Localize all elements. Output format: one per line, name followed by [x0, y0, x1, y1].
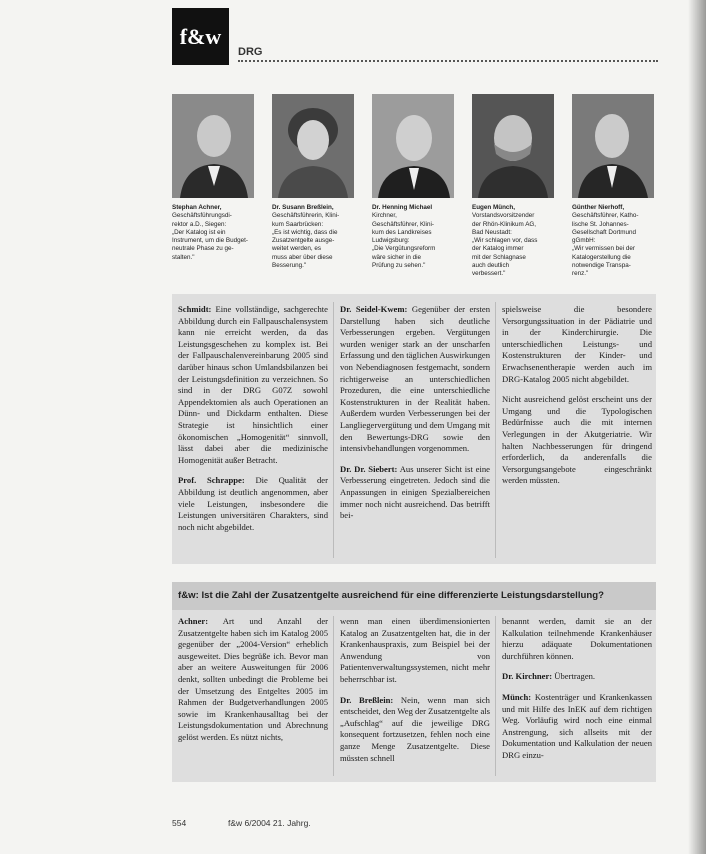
paragraph-text: benannt werden, damit sie an der Kalkulation teilnehmende Krankenhäuser hierzu adäquate Dokumentationen durchführen können. — [502, 616, 652, 661]
caption-line: „Wir schlagen vor, dass — [472, 237, 538, 245]
caption-line: „Die Vergütungsreform — [372, 245, 436, 253]
interview-question: f&w: Ist die Zahl der Zusatzentgelte ausreichend für eine differenzierte Leistungsdarstellung? — [178, 590, 604, 601]
caption-line: muss aber über diese — [272, 253, 333, 261]
caption-line: Geschäftsführerin, Klini- — [272, 212, 340, 220]
portrait-photo — [472, 94, 554, 198]
text-column — [502, 304, 652, 496]
paragraph — [502, 671, 652, 683]
person-name: Dr. Susann Breßlein, — [272, 204, 334, 211]
text-column — [502, 616, 652, 771]
caption-line: gGmbH: — [572, 237, 596, 245]
caption-line: renz." — [572, 270, 589, 278]
paragraph — [178, 616, 328, 744]
column-rule — [495, 302, 496, 558]
caption-line: mit der Schlagnase — [472, 253, 526, 261]
caption-line: Geschäftsführungsdi- — [172, 212, 232, 220]
person-name: Günther Nierhoff, — [572, 204, 625, 211]
speaker-name: Münch: — [502, 691, 532, 702]
text-column — [178, 616, 328, 753]
paragraph-text: Aus unserer Sicht ist eine Verbesserung eingetreten. Jedoch sind die Anpassungen in einigen Spezialbereichen immer noch nicht ausreichend. Das betrifft bei- — [340, 463, 490, 521]
portrait-photo — [172, 94, 254, 198]
person-caption — [272, 204, 356, 270]
text-column — [178, 304, 328, 542]
person-name: Dr. Henning Michael — [372, 204, 433, 211]
header-rule — [238, 60, 658, 62]
issue-info: f&w 6/2004 21. Jahrg. — [228, 818, 311, 828]
paragraph — [178, 475, 328, 533]
caption-line: Gesellschaft Dortmund — [572, 228, 637, 236]
person-name: Stephan Achner, — [172, 204, 222, 211]
caption-line: „Wir vermissen bei der — [572, 245, 635, 253]
caption-line: „Der Katalog ist ein — [172, 228, 226, 236]
caption-line: notwendige Transpa- — [572, 262, 631, 270]
column-rule — [333, 302, 334, 558]
caption-line: Kirchner, — [372, 212, 397, 220]
fw-logo: f&w — [172, 8, 229, 65]
caption-line: weitet werden, es — [272, 245, 322, 253]
person-caption — [372, 204, 456, 270]
portrait-photo — [572, 94, 654, 198]
paragraph-text: Art und Anzahl der Zusatzentgelte haben sich im Katalog 2005 gegenüber der „2004-Version“ erheblich ausgeweitet. Dies begrüße ich. Bevor man aber an weitere Ausweitungen für 2006 denkt, sollten unbedingt die Probleme bei der Umsetzung des Entgeltes 2005 im Rahmen der Budgetverhandlungen 2005 sowie im Krankenhausalltag bei der Leistungsdokumentation und Abrechnung gelöst werden. Es nützt nichts, — [178, 616, 328, 742]
person-caption — [172, 204, 256, 262]
page-spine-shadow — [688, 0, 706, 854]
paragraph — [340, 304, 490, 455]
caption-line: auch deutlich — [472, 262, 510, 270]
caption-line: Instrument, um die Budget- — [172, 237, 248, 245]
paragraph-text: Kostenträger und Krankenkassen und mit Hilfe des InEK auf dem richtigen Weg. Vorläufig wird noch eine einmal Anstrengung, sich allseits mit der Dokumentation und Kalkulation der neuen DRG einzu- — [502, 691, 652, 760]
caption-line: Geschäftsführer, Klini- — [372, 220, 434, 228]
caption-line: rektor a.D., Siegen: — [172, 220, 227, 228]
caption-line: Ludwigsburg: — [372, 237, 410, 245]
caption-line: verbessert." — [472, 270, 506, 278]
speaker-name: Dr. Seidel-Kwem: — [340, 304, 408, 314]
caption-line: Geschäftsführer, Katho- — [572, 212, 639, 220]
paragraph-text: Die Qualität der Abbildung ist deutlich angenommen, aber viele Leistungen, insbesondere die Leistungen universitären Charakters, sind noch nicht abgebildet. — [178, 475, 328, 532]
caption-line: Bad Neustadt: — [472, 228, 512, 236]
page-number: 554 — [172, 818, 187, 828]
paragraph — [502, 616, 652, 662]
speaker-name: Dr. Dr. Siebert: — [340, 463, 398, 474]
speaker-name: Dr. Breßlein: — [340, 694, 394, 705]
caption-line: Vorstandsvorsitzender — [472, 212, 535, 220]
caption-line: neutrale Phase zu ge- — [172, 245, 234, 253]
paragraph — [502, 304, 652, 385]
caption-line: stalten." — [172, 253, 195, 261]
speaker-name: Achner: — [178, 616, 209, 626]
portrait-photo — [272, 94, 354, 198]
speaker-name: Schmidt: — [178, 304, 212, 314]
paragraph-text: spielsweise die besondere Versorgungssituation in der Pädiatrie und in der Kinderchirurgie. Die unterschiedlichen Leistungs- und Kostenstrukturen der Kinder- und Erwachsenentherapie werden auch im DRG-Katalog 2005 nicht abgebildet. — [502, 304, 652, 384]
portrait-photo — [372, 94, 454, 198]
caption-line: kum Saarbrücken: — [272, 220, 324, 228]
paragraph-text: Gegenüber der ersten Darstellung haben sich deutliche Verbesserungen ergeben. Vergütungen wurden weniger stark an der unscharfen Erfassung und den täglichen Auswirkungen von Nebendiagnosen festgemacht, sondern richtigerweise an unterschiedlichen Prozeduren, die eine unterschiedliche Kostenstrukturen in der Realität haben. Außerdem wurden Verbesserungen bei der Langliegervergütung und dem Umgang mit den Bewertungs-DRG sowie den intensivbehandlungen vorgenommen. — [340, 304, 490, 454]
caption-line: Prüfung zu sehen." — [372, 262, 426, 270]
paragraph — [502, 692, 652, 762]
paragraph-text: Nein, wenn man sich entscheidet, den Weg der Zusatzentgelte als „Aufschlag“ auf die jeweilige DRG konsequent fortzusetzen, fehlen noch eine ganze Menge Zusatzentgelte. Diese müssten schnell — [340, 694, 490, 763]
paragraph-text: Übertragen. — [554, 671, 596, 682]
caption-line: der Katalog immer — [472, 245, 524, 253]
column-rule — [495, 616, 496, 776]
paragraph-text: Nicht ausreichend gelöst erscheint uns der Umgang und die Typologischen Bedürfnisse auch die mit internen Verlegungen in der Akutgeriatrie. Wir halten Nachbesserungen für dringend erforderlich, da anderenfalls die Versorgungsangebote eingeschränkt werden müssten. — [502, 394, 652, 486]
paragraph-text: Eine vollständige, sachgerechte Abbildung durch ein Fallpauschalensystem kann nie erreicht werden, da das Leistungsgeschehen zu komplex ist. Bei der Fallpauschalenvereinbarung 2005 sind darüber hinaus schon Umlandsbilanzen bei der Leistungsdefinition zu verzeichnen. So sind in der DRG G07Z sowohl Appendektomien als auch Operationen an Dünn- und Dickdarm enthalten. Diese Strategie ist hinsichtlich einer ökonomischen „Homogenität“ sinnvoll, lässt dabei aber die medizinische Homogenität außer Betracht. — [178, 304, 328, 465]
caption-line: Besserung." — [272, 262, 307, 270]
person-caption — [572, 204, 656, 279]
speaker-name: Prof. Schrappe: — [178, 475, 245, 486]
text-column — [340, 616, 490, 773]
section-label: DRG — [238, 46, 263, 58]
text-column — [340, 304, 490, 531]
speaker-name: Dr. Kirchner: — [502, 671, 553, 682]
caption-line: kum des Landkreises — [372, 228, 432, 236]
paragraph — [340, 464, 490, 522]
person-name: Eugen Münch, — [472, 204, 516, 211]
paragraph-text: wenn man einen überdimensionierten Katalog an Zusatzentgelten hat, die in der Krankenhauspraxis, zum Beispiel bei der Anwendung von Patientenverwaltungssystemen, nicht mehr beherrschbar ist. — [340, 616, 490, 684]
paragraph — [340, 695, 490, 765]
caption-line: „Es ist wichtig, dass die — [272, 228, 338, 236]
caption-line: lische St. Johannes- — [572, 220, 629, 228]
paragraph — [178, 304, 328, 466]
caption-line: Katalogerstellung die — [572, 253, 631, 261]
caption-line: wäre sicher in die — [372, 253, 421, 261]
caption-line: Zusatzentgelte ausge- — [272, 237, 335, 245]
caption-line: der Rhön-Klinikum AG, — [472, 220, 537, 228]
person-caption — [472, 204, 556, 279]
column-rule — [333, 616, 334, 776]
paragraph — [502, 394, 652, 487]
paragraph — [340, 616, 490, 686]
